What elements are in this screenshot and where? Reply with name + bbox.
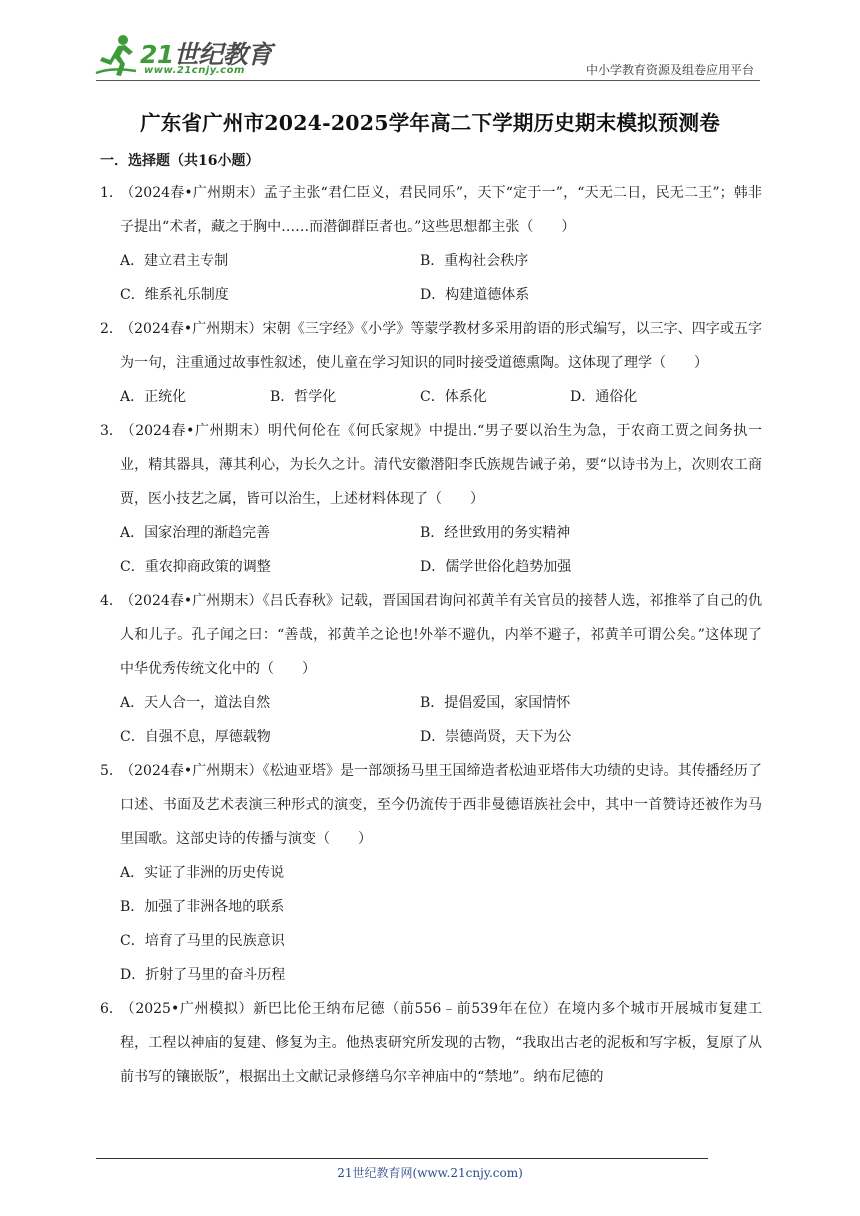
option-a[interactable]: A．国家治理的渐趋完善	[120, 525, 271, 541]
option-c[interactable]: C．重农抑商政策的调整	[120, 559, 271, 575]
platform-tagline: 中小学教育资源及组卷应用平台	[585, 63, 754, 77]
question-text: （2024春•广州期末）明代何伦在《何氏家规》中提出.“男子要以治生为急，于农商工贾之间务执一业，精其器具，薄其利心，为长久之计。清代安徽潜阳李氏族规告诫子弟，要“以诗书为上，次则农工商贾，医小技艺之属，皆可以治生，上述材料体现了（ ）	[120, 423, 762, 507]
question-text: （2024春•广州期末）宋朝《三字经》《小学》等蒙学教材多采用韵语的形式编写，以三字、四字或五字为一句，注重通过故事性叙述，使儿童在学习知识的同时接受道德熏陶。这体现了理学（ ）	[120, 321, 762, 371]
question-stem	[100, 584, 762, 686]
footer-divider	[96, 1158, 708, 1159]
question-number: 1．	[100, 185, 123, 201]
question-5	[100, 754, 762, 992]
option-b[interactable]: B．加强了非洲各地的联系	[120, 899, 285, 915]
question-stem	[100, 312, 762, 380]
question-number: 2．	[100, 321, 123, 337]
site-logo[interactable]	[94, 33, 284, 81]
option-c[interactable]: C．体系化	[420, 389, 487, 405]
question-3	[100, 414, 762, 584]
question-number: 3．	[100, 423, 123, 439]
question-text: （2024春•广州期末）孟子主张“君仁臣义，君民同乐”，天下“定于一”，“天无二日，民无二王”；韩非子提出“术者，藏之于胸中……而潜御群臣者也。”这些思想都主张（ ）	[120, 185, 762, 235]
logo-wordmark: 21世纪教育	[140, 40, 272, 69]
answer-options	[100, 856, 762, 992]
option-d[interactable]: D．构建道德体系	[420, 287, 530, 303]
question-stem	[100, 176, 762, 244]
question-1	[100, 176, 762, 312]
option-c[interactable]: C．自强不息，厚德载物	[120, 729, 271, 745]
question-number: 5．	[100, 763, 123, 779]
question-6	[100, 992, 762, 1094]
logo-url: www.21cnjy.com	[144, 65, 245, 76]
question-stem	[100, 414, 762, 516]
option-d[interactable]: D．儒学世俗化趋势加强	[420, 559, 572, 575]
option-a[interactable]: A．天人合一，道法自然	[120, 695, 271, 711]
runner-logo-icon	[94, 33, 138, 79]
option-d[interactable]: D．通俗化	[570, 389, 638, 405]
option-d[interactable]: D．崇德尚贤，天下为公	[420, 729, 572, 745]
question-text: （2024春•广州期末）《吕氏春秋》记载，晋国国君询问祁黄羊有关官员的接替人选，祁推举了自己的仇人和儿子。孔子闻之曰：“善哉，祁黄羊之论也!外举不避仇，内举不避子，祁黄羊可谓公矣。”这体现了中华优秀传统文化中的（ ）	[120, 593, 762, 677]
question-number: 6．	[100, 1001, 123, 1017]
question-stem	[100, 754, 762, 856]
option-b[interactable]: B．哲学化	[270, 389, 337, 405]
question-stem	[100, 992, 762, 1094]
footer-link[interactable]: 21世纪教育网(www.21cnjy.com)	[337, 1166, 523, 1180]
question-2	[100, 312, 762, 414]
header-divider	[96, 80, 760, 81]
answer-options	[100, 244, 762, 312]
answer-options	[100, 516, 762, 584]
answer-options	[100, 380, 762, 414]
option-c[interactable]: C．维系礼乐制度	[120, 287, 229, 303]
section-heading: 一．选择题（共16小题）	[100, 153, 260, 169]
option-d[interactable]: D．折射了马里的奋斗历程	[120, 967, 286, 983]
answer-options	[100, 686, 762, 754]
option-b[interactable]: B．提倡爱国，家国情怀	[420, 695, 571, 711]
question-number: 4．	[100, 593, 123, 609]
question-text: （2025•广州模拟）新巴比伦王纳布尼德（前556﹣前539年在位）在境内多个城市开展城市复建工程，工程以神庙的复建、修复为主。他热衷研究所发现的古物，“我取出古老的泥板和写字板，复原了从前书写的镶嵌版”，根据出土文献记录修缮乌尔辛神庙中的“禁地”。纳布尼德的	[120, 1001, 762, 1085]
option-b[interactable]: B．重构社会秩序	[420, 253, 529, 269]
option-c[interactable]: C．培育了马里的民族意识	[120, 933, 285, 949]
option-a[interactable]: A．建立君主专制	[120, 253, 229, 269]
question-text: （2024春•广州期末）《松迪亚塔》是一部颂扬马里王国缔造者松迪亚塔伟大功绩的史诗。其传播经历了口述、书面及艺术表演三种形式的演变，至今仍流传于西非曼德语族社会中，其中一首赞诗还被作为马里国歌。这部史诗的传播与演变（ ）	[120, 763, 762, 847]
option-a[interactable]: A．正统化	[120, 389, 187, 405]
question-4	[100, 584, 762, 754]
question-list	[100, 176, 762, 1094]
option-b[interactable]: B．经世致用的务实精神	[420, 525, 571, 541]
option-a[interactable]: A．实证了非洲的历史传说	[120, 865, 285, 881]
page-title: 广东省广州市2024-2025学年高二下学期历史期末模拟预测卷	[140, 111, 720, 135]
page-header	[0, 0, 860, 90]
